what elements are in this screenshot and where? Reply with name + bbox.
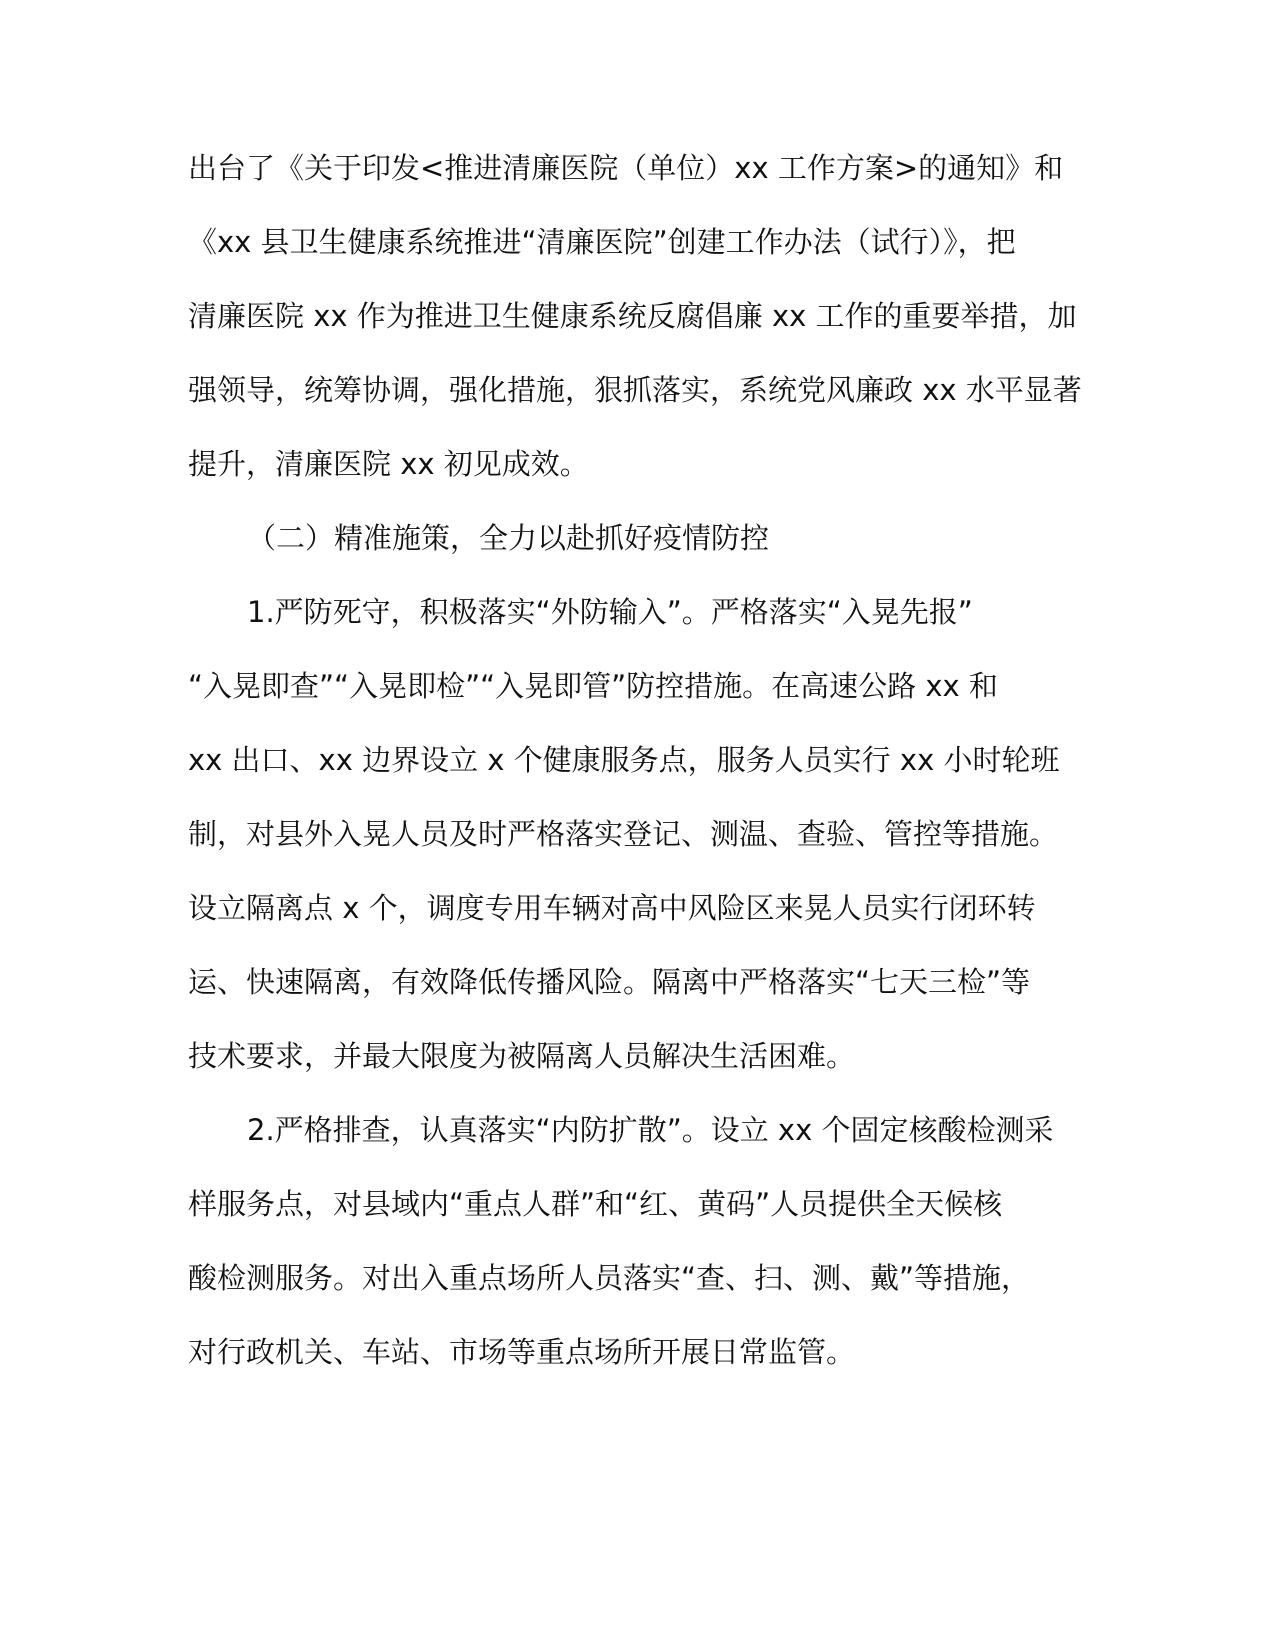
paragraph-line: 制，对县外入晃人员及时严格落实登记、测温、查验、管控等措施。	[188, 817, 1059, 851]
paragraph-line: 2.严格排查，认真落实“内防扩散”。设立 xx 个固定核酸检测采	[247, 1113, 1054, 1147]
paragraph-line: 强领导，统筹协调，强化措施，狠抓落实，系统党风廉政 xx 水平显著	[188, 373, 1082, 407]
paragraph-line: “入晃即查”“入晃即检”“入晃即管”防控措施。在高速公路 xx 和	[188, 669, 998, 703]
paragraph-line: 运、快速隔离，有效降低传播风险。隔离中严格落实“七天三检”等	[188, 965, 1031, 999]
paragraph-line: 技术要求，并最大限度为被隔离人员解决生活困难。	[188, 1039, 856, 1073]
paragraph-line: 样服务点，对县域内“重点人群”和“红、黄码”人员提供全天候核	[188, 1187, 1003, 1221]
paragraph-line: 《xx 县卫生健康系统推进“清廉医院”创建工作办法（试行）》，把	[188, 225, 1016, 259]
paragraph-line: 对行政机关、车站、市场等重点场所开展日常监管。	[188, 1335, 856, 1369]
paragraph-line: 清廉医院 xx 作为推进卫生健康系统反腐倡廉 xx 工作的重要举措，加	[188, 299, 1077, 333]
paragraph-line: xx 出口、xx 边界设立 x 个健康服务点，服务人员实行 xx 小时轮班	[188, 743, 1060, 777]
paragraph-line: 设立隔离点 x 个，调度专用车辆对高中风险区来晃人员实行闭环转	[188, 891, 1036, 925]
paragraph-line: 酸检测服务。对出入重点场所人员落实“查、扫、测、戴”等措施，	[188, 1261, 1031, 1295]
paragraph-line: 提升，清廉医院 xx 初见成效。	[188, 447, 589, 481]
paragraph-line: 出台了《关于印发<推进清廉医院（单位）xx 工作方案>的通知》和	[188, 151, 1064, 185]
paragraph-line: 1.严防死守，积极落实“外防输入”。严格落实“入晃先报”	[247, 595, 973, 629]
section-heading: （二）精准施策，全力以赴抓好疫情防控	[247, 521, 770, 555]
